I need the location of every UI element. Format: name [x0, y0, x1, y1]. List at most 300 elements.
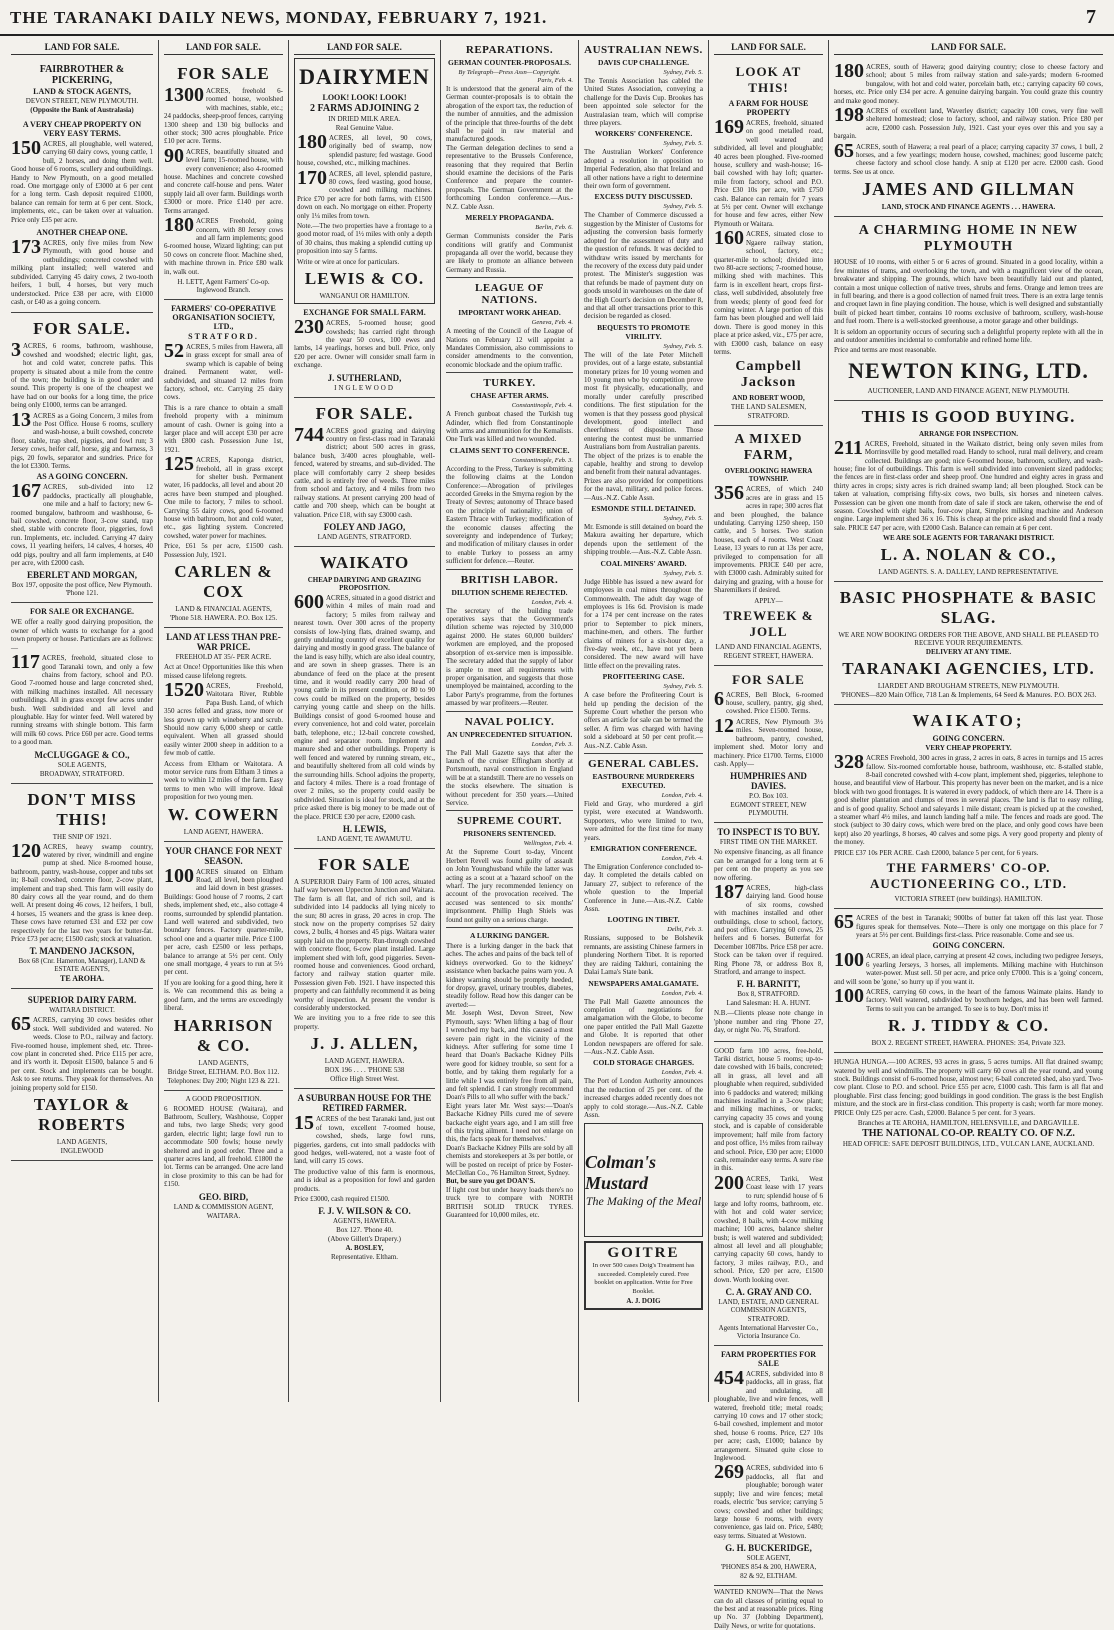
firm-town: STRATFORD. [747, 412, 790, 421]
ad-text: ACRES, of which 240 acres are in grass and 15 acres in rape; 300 acres flat and been ploughed, the balance undulating. Carrying 1250 sheep, 150 cattle, and 5 horses. Two station houses, each of 4 rooms. West Coast Lease, 13 years to run at 13s per acre, privileged to compensation for all improvements. PRICE £40 per acre, with £3000 cash. Admirably suited for dairying and grazing, with a house for Sharemilkers if desired. [714, 485, 823, 595]
article-heading: NAVAL POLICY. [464, 715, 555, 728]
ad-acres: 187 [714, 880, 744, 903]
article-subheading: WORKERS' CONFERENCE. [594, 129, 693, 139]
ad-title: FOR SALE [732, 671, 805, 687]
firm-phone: 82 & 92, ELTHAM. [740, 1572, 797, 1581]
article-text: The Pall Mall Gazette announces the completion of negotiations for amalgamation with the Globe, to become one paper entitled the Pall Mall Gazette and Globe. It is reported that other London newspapers are offered for sale.—Aus.-N.Z. Cable Assn. [584, 997, 703, 1056]
firm-address: BOX 2. REGENT STREET, HAWERA. PHONES: 354, Private 323. [871, 1039, 1066, 1048]
article-subheading: A LURKING DANGER. [470, 931, 549, 941]
firm-town: TE AROHA. [59, 974, 104, 984]
firm-sub: LAND AGENT, TE AWAMUTU. [316, 834, 413, 843]
firm-name: R. J. TIDDY & CO. [887, 1016, 1050, 1036]
firm-note: (Opposite the Bank of Australasia) [30, 106, 134, 114]
article-text: Field and Gray, who murdered a girl typist, were executed at Wandsworth. Supporters, who were limited to two, were admitted for the first time for many years. [584, 800, 703, 842]
firm-name: FOLEY AND JAGO, [323, 522, 406, 532]
article-text: Mr. Esmonde is still detained on board the Makura awaiting her departure, which depends upon the settlement of the shipping trouble.—Aus.-N.Z. Cable Assn. [584, 523, 703, 557]
ad-text: ACRES as a Going Concern, 3 miles from the Post Office. House 6 rooms, scullery and wash-house, a built cowshed, concrete floor, stable, trap shed, pigsties, and fowl run; 3 Jersey cows, heifer calf, horse, gig and harness, 3 pigs, 20 fowls, separator and sundries. Price for the lot £3300. Terms. [11, 411, 153, 470]
ad-subtitle: GOING CONCERN. [932, 734, 1005, 744]
article-text: The Australian Workers' Conference adopted a resolution in opposition to Imperial Federation, also that Ireland and all other nations have a right to determine their own form of government. [584, 148, 703, 191]
ad-text: ACRES, only five miles from New Plymouth, with good house and outbuildings; concreted cowshed with milking plant installed; well watered and subdivided. Carrying 45 dairy cows, 2 two-tooth heifers, 1 bull, 4 horses, but very much understocked. Price £38 per acre, with £1000 cash, or £40 as a going concern. [11, 239, 153, 306]
article-text: Judge Hibble has issued a new award for employees in coal mines throughout the Commonwealth. The adult day wage of employees is 16s 6d. Provision is made for a 174 per cent increase on the rates prior to September to pick miners, machine-men, and others. The further claims of miners for a six-hour day, a five-day week, etc., have not yet been considered. The new award will have little effect on the prevailing rates. [584, 577, 703, 670]
firm-name: JAMES AND GILLMAN [861, 179, 1075, 200]
advert [714, 426, 823, 665]
ad-title: LOOK AT THIS! [735, 64, 802, 95]
article-text: The German delegation declines to send a representative to the Brussels Conference, reasoning that they required that Berlin should examine the decisions of the Paris Conference and prepare the counter-proposals. The German Government at the forthcoming London conference.—Aus.-N.Z. Cable Assn. [446, 143, 573, 211]
firm-name: T. MANDENO JACKSON, [29, 946, 135, 957]
advert [714, 1346, 823, 1586]
ad-text: ACRES, 6 rooms, bathroom, washhouse, cowshed and woodshed; electric light, gas, hot and cold water, concrete paths. This property is situated about a mile from the centre of the town; the building is in good order and sound. This property is one of the cheapest we have had on our books for a long time, the price being only £1000, terms can be arranged. [11, 342, 153, 410]
ad-text: ACRES, subdivided into 8 paddocks, all in grass, flat and undulating, all ploughable, live and wire fences, well watered, freehold title; metal roads; carrying 10 cows and 17 other stock; 6-bail cowshed, implement and motor shed, house 6 rooms. Price, £27 10s per acre; cash, £1000; balance by arrangement. Situated quite close to Inglewood. [714, 1370, 823, 1463]
firm-office: Office High Street West. [330, 1075, 399, 1084]
column-header: LAND FOR SALE. [164, 42, 283, 55]
firm-note: (Above Gillett's Drapery.) [328, 1235, 401, 1244]
advert [294, 1089, 435, 1266]
column-3 [289, 40, 441, 1402]
advert [834, 582, 1103, 705]
ad-text: ACRES, freehold, situated close to good Taranaki town, and only a few chains from factory, school and P.O. Good 7-roomed house and large concreted shed, with milking machines installed. All necessary outbuildings. All in grass except few acres under bush. Well subdivided and all level and ploughable. Hay for winter feed. Well watered by running streams with shingle bottom. This farm will milk 60 cows. Price £60 per acre. Good terms to a good man. [11, 654, 153, 747]
firm-sub: LAND & STOCK AGENTS, [33, 87, 131, 96]
article-text: Russians, supposed to be Bolshevik remnants, are assisting Chinese farmers in plundering Northern Tibet. It is reported they are raiding Takhuri, containing the Dalai Lama's State bank. [584, 934, 703, 977]
article-subheading: LOOTING IN TIBET. [607, 915, 680, 925]
firm-town: STRATFORD. [747, 1315, 790, 1323]
ad-text: Price and terms are most reasonable. [834, 346, 937, 355]
dateline: London, Feb. 4. [661, 989, 703, 997]
ad-text: ACRES, 5 miles from Hawera, all in grass except for small area of swamp which is capable of being drained. Permanent water, well-subdivided, and situated 12 miles from factory, school, etc. Carrying 25 dairy cows. [164, 342, 283, 402]
dateline: Sydney, Feb. 5. [663, 342, 703, 350]
article-subheading: EXCESS DUTY DISCUSSED. [594, 192, 693, 202]
firm-name: L. A. NOLAN & CO., [880, 545, 1057, 565]
ad-acres: 65 [834, 139, 854, 162]
article-text: The Tennis Association has cabled the United States Association, conveying a challenge for the Davis Cup. Brookes has been appointed sole selector for the Australasian team, which will comprise three players. [584, 77, 703, 128]
ad-title: FOR SALE [318, 854, 411, 874]
ad-acres: 117 [11, 651, 40, 674]
advert [714, 1042, 823, 1346]
article-subheading: GERMAN COUNTER-PROPOSALS. [448, 58, 571, 67]
ad-text: Price, £61 5s per acre, £1500 cash. Possession July, 1921. [164, 542, 283, 559]
article-subheading: COAL MINERS' AWARD. [600, 558, 687, 568]
ad-text: ACRES, beautifully situated and level farm; 15-roomed house, with every convenience; also 4-roomed house. Machines and concrete cowshed and concrete calf-house and pens. Water supply laid all over farm. Buildings worth £3000 or more. Price £140 per acre. Terms arranged. [164, 147, 284, 215]
firm-name: HARRISON & CO. [173, 1015, 274, 1055]
ad-text: ACRES, all level, 90 cows, originally bed of swamp, now splendid pasture; fed wastage. Good house, cowshed, etc., milking machines. [297, 134, 432, 168]
firm-name: Campbell Jackson [735, 359, 802, 391]
colmans-slogan: The Making of the Meal [585, 1193, 702, 1208]
ad-subtitle: 2 FARMS ADJOINING 2 [310, 103, 419, 114]
firm-sub: AUCTIONEER, LAND AND FINANCE AGENT, NEW PLYMOUTH. [867, 386, 1070, 395]
dateline: London, Feb. 4. [661, 1069, 703, 1077]
dateline: Wellington, Feb. 4. [523, 840, 573, 848]
firm-address: BROADWAY, STRATFORD. [39, 769, 125, 778]
firm-name: W. COWERN [167, 804, 280, 824]
ad-title: FARM PROPERTIES FOR SALE [720, 1350, 817, 1368]
ad-title: WAIKATO; [912, 711, 1025, 731]
article-heading: LEAGUE OF NATIONS. [475, 282, 544, 307]
advert [714, 666, 823, 824]
article-subheading: MERELY PROPAGANDA. [465, 213, 554, 223]
article-text: The Chamber of Commerce discussed a suggestion by the Minister of Customs for adjusting the conversion basis formerly adopted for the assessment of duty and the question of refunds. It was decided to withdraw writs issued by merchants for the recovery of the excess duty paid under protest. The Minister's suggestion was that refunds be made of payment duty on goods unsold in warehouses on the date of the High Court's decision on December 8, and that all other transactions prior to this decision be regarded as closed. [584, 211, 703, 321]
advert [834, 401, 1103, 582]
firm-box: P.O. Box 103. [748, 792, 789, 801]
ad-title: TO INSPECT IS TO BUY. [717, 827, 820, 838]
ad-text: Price £3000, cash required £1500. [294, 1194, 390, 1203]
ad-acres: 600 [294, 591, 324, 613]
ad-text: ACRES Freehold, going concern, with 80 Jersey cows and all farm implements; good 6-roomed house, Wizard lighting; can put 50 cows on concrete floor. Machine shed, with machine thrown in. Price £80 walk in, walk out. [164, 217, 283, 276]
column-header: LAND FOR SALE. [834, 42, 1103, 55]
dateline: Constantinople, Feb. 3. [511, 456, 573, 464]
ad-acres: 180 [164, 214, 194, 237]
ad-title: DAIRYMEN [299, 64, 430, 89]
firm-name: J. SUTHERLAND, [327, 372, 402, 383]
ad-acres: 12 [714, 714, 734, 737]
byline: By Telegraph—Press Assn—Copyright. [458, 69, 561, 76]
ad-text: ACRES, Tariki, West Coast lease with 17 years to run; splendid house of 6 large and lofty rooms, bathroom, etc. with hot and cold water service; cowshed, 8 bails, with 4-cow milking machine; 100 acres, balance shelter bush; is well watered and subdivided; almost all level and all ploughable; carrying capacity 60 cows, handy to factory, 3 miles railway, P.O., and school. Price, £20 per acre, £1500 down. Worth looking over. [714, 1174, 823, 1284]
article-text: The will of the late Peter Mitchell provides, out of a large estate, substantial monetary prizes for 10 young women and 10 young men who by competition prove most fit physically, educationally, and morally under carefully prescribed conditions. The first stipulation for the women is that they possess good physical development, good intellect and cheerfulness of disposition. Those entering the contest must be unmarried Australians born from Australian parents. [584, 350, 703, 452]
ad-text: ACRES, all level, splendid pasture, 80 cows, feed wasting, good house, cowshed and milking machines. Price £70 per acre for both farms, with £1500 down on each. No mortgage on either. Property only 1¼ miles from town. [297, 169, 432, 220]
firm-name: A. BOSLEY, [345, 1244, 384, 1253]
firm-sub: Land Salesman: H. A. HUNT. [726, 999, 811, 1008]
ad-note: WE ARE SOLE AGENTS FOR TARANAKI DISTRICT. [883, 534, 1054, 543]
ad-text: PRICE £37 10s PER ACRE. Cash £2000, balance 5 per cent, for 6 years. [834, 848, 1039, 857]
advert [11, 989, 153, 1161]
firm-name: THE NATIONAL CO-OP. REALTY CO. OF N.Z. [862, 1128, 1075, 1139]
ad-text: ACRES, New Plymouth 3½ miles. Seven-roomed house, bathroom, pantry, cowshed, implement shed. Motor lorry and machinery. Price £1700. Terms, £1000 cash. Apply— [714, 717, 823, 768]
firm-name: CARLEN & COX [174, 562, 273, 602]
wanted-notice: WANTED KNOWN—That the News can do all classes of printing equal to the best and at reasonable prices. Ring up No. 37 (Jobbing Department), Daily News, or write for quotations. [714, 1588, 823, 1630]
ad-acres: 269 [714, 1461, 744, 1484]
firm-name: TARANAKI AGENCIES, LTD. [842, 659, 1095, 679]
article-text: German Communists consider the Paris conditions will gratify and Communist propaganda all over the world, because they are likely to promote an alliance between Germany and Russia. [446, 232, 573, 274]
ad-acres: 120 [11, 839, 41, 862]
article-subheading: AN UNPRECEDENTED SITUATION. [446, 729, 573, 739]
ad-text: This is a rare chance to obtain a small freehold property with a minimum amount of cash. Owner is going into a larger place and will accept £30 per acre with £800 cash. Possession June 1st, 1921. [164, 403, 283, 454]
dateline: Sydney, Feb. 5. [663, 569, 703, 577]
ad-acres: 198 [834, 104, 864, 127]
ad-text: ACRES, carrying 30 cows besides other stock. Well subdivided and watered. No weeds. Close to P.O., railway and factory. Five-roomed house, implement shed, etc. Three-cow plant in concreted shed. Price £115 per acre, and it's worth it. Deposit £1500, balance 5 and 6 per cent. Stock and implements can be bought. Ask to see returns. They speak for themselves. An joining property sold for £150. [11, 1016, 153, 1092]
ad-subtitle: FREEHOLD AT 35/- PER ACRE. [175, 653, 272, 662]
firm-name: GEO. BIRD, [198, 1191, 249, 1202]
ad-text: WE ARE NOW BOOKING ORDERS FOR THE ABOVE, AND SHALL BE PLEASED TO RECEIVE YOUR REQUIREMENTS. [838, 631, 1099, 648]
firm-town: INGLEWOOD [334, 383, 395, 392]
ad-acres: 52 [164, 339, 184, 362]
ad-text: ACRES, south of Hawera; good dairying country; close to cheese factory and school; about 5 miles from railway station and sale-yards; modern 6-roomed bungalow, with hot and cold water, porcelain bath, etc.; carrying capacity 60 cows, horses, etc. Price only £34 per acre. A genuine dairying bargain. You could graze this country and make good money. [834, 63, 1103, 105]
ad-text: ACRES of excellent land, Waverley district; capacity 100 cows, very fine well sheltered homestead; close to factory, school, and railway station. Price £80 per acre, £2000 cash. Possession July, 1921. Cast your eyes over this and you say a bargain. [834, 107, 1103, 141]
firm-sub: LAND AGENTS. S. A. DALLEY, LAND REPRESENTATIVE. [878, 568, 1059, 577]
firm-phone: 'PHONES—820 Main Office, 718 Lan & Implements, 64 Seed & Manures. P.O. BOX 263. [840, 691, 1097, 700]
firm-sub: SOLE AGENTS, [57, 760, 107, 769]
article-text: A case before the Profiteering Court is held up pending the decision of the Supreme Court whether the person who offers an article for sale can be termed the seller. A firm was charged with having sold a sideboard at 50 per cent profit.—Aus.-N.Z. Cable Assn. [584, 691, 703, 750]
dateline: London, Feb. 4. [531, 598, 573, 606]
ad-town: STRATFORD. [188, 331, 259, 341]
column-5 [579, 40, 709, 1402]
ad-text: ACRES, south of Hawera; a real pearl of a place; carrying capacity 37 cows, 1 bull, 2 horses, and a few yearlings; modern house, cowshed, machines; good luscerne patch; cheese factory and school close handy. A snip at £120 per acre. £2000 cash. Good terms. See us at once. [834, 142, 1103, 176]
ad-acres: 211 [834, 436, 863, 459]
column-header: LAND FOR SALE. [714, 42, 823, 55]
ad-text: N.B.—Clients please note change in 'phone number and ring 'Phone 27, day, or night No. 76, Stratford. [714, 1009, 823, 1035]
page-number: 7 [1086, 6, 1096, 28]
article-subheading: PRISONERS SENTENCED. [463, 829, 556, 839]
firm-address: Box 197, opposite the post office, New Plymouth. 'Phone 121. [11, 581, 153, 598]
article-subheading: NEWSPAPERS AMALGAMATE. [588, 978, 699, 988]
column-6 [709, 40, 829, 1630]
article-text: The Pall Mall Gazette says that after the launch of the cruiser Effingham shortly at Portsmouth, naval construction in England will be at a standstill. There are no vessels on the stocks elsewhere. The situation is without precedent for 350 years.—United Service. [446, 748, 574, 807]
firm-address: VICTORIA STREET (new buildings). HAMILTON. [894, 895, 1043, 904]
ad-text: 6 ROOMED HOUSE (Waitara), and Bathroom, Scullery, Washhouse, Copper and tubs, two large Sheds; very good garden, electric light; large fowl run to accommodate 500 fowls; house newly sheltered and in good order. Three and a quarter acres land, all freehold. £1800 the lot. Terms can be arranged. One acre land in close proximity to this can be had for £150. [164, 1104, 283, 1189]
column-4 [441, 40, 579, 1402]
firm-address: HEAD OFFICE: SAFE DEPOSIT BUILDINGS, LTD., VULCAN LANE, AUCKLAND. [842, 1140, 1095, 1148]
ad-text: ACRES, 5-roomed house; good cowsheds; has carried right through the year 50 cows, 100 ewes and lambs, 14 yearlings, horses and bull. Price, only £20 per acre. Owner will consider small farm in exchange. [294, 319, 435, 370]
ad-acres: 100 [834, 949, 864, 972]
advert [834, 909, 1103, 1053]
dateline: Sydney, Feb. 5. [663, 683, 703, 691]
ad-title: BASIC PHOSPHATE & BASIC SLAG. [839, 588, 1098, 628]
ad-text: We are inviting you to a free ride to see this property. [294, 1014, 435, 1031]
ad-acres: 230 [294, 316, 324, 339]
ad-acres: 1300 [164, 84, 204, 106]
ad-subtitle: VERY CHEAP PROPERTY. [925, 744, 1012, 753]
ad-title: WAIKATO [319, 553, 410, 572]
ad-text: Access from Eltham or Waitotara. A motor service runs from Eltham 3 times a week to within 12 miles of the farm. Easy terms to men who will improve. Ideal proposition for two young men. [164, 759, 283, 802]
ad-text: ACRES, Bell Block, 6-roomed house, scullery, pantry, gig shed, cowshed. Price £1500. Terms. [726, 690, 823, 716]
advert [11, 313, 153, 603]
colmans-logo: Colman's Mustard [585, 1151, 657, 1193]
ad-title: FARMERS' CO-OPERATIVE ORGANISATION SOCIETY, LTD., [171, 303, 276, 331]
firm-address: WANGANUI OR HAMILTON. [319, 292, 410, 301]
ad-title: LAND AT LESS THAN PRE-WAR PRICE. [166, 632, 281, 653]
article-text: Eight years later Mr. West says:—'Doan's Backache Kidney Pills cured me of severe backache eight years ago, and I am still free of this trying ailment. I need not enlarge on this, the facts speak for themselves.' [446, 1101, 573, 1144]
ad-text: ACRES, situated in a good district and within 4 miles of main road and factory; 5 miles from railway and nearest town. Over 300 acres of the property consists of low-lying flats, drained swamp, and gently undulating country of excellent quality for dairying and mostly in good grass. The balance of the land is easy hilly, which are also ideal country, and are sown in sheep grasses. There is an abundance of feed on the place at the present time, and it would readily carry 200 head of young cattle in its present condition, or 80 to 90 cows could be milked on the property, besides carrying young cattle and sheep on the hills. Buildings consist of good 6-roomed house and every convenience, hot and cold water, porcelain bath, telephone, etc.; 12-bail concrete cowshed, engine and separator room. Implement and manure shed and other outbuildings. Property is well fenced and watered by running stream, etc., and beautifully sheltered from all cold winds by the surrounding hills. School adjoins the property, and factory 4 miles. There is a road frontage of over 2 miles, so the property could easily be subdivided. Situation is ideal for stock, and at the price asked there is big money to be made out of the place. PRICE £30 per acre, £2000 cash. [294, 594, 435, 821]
ad-title: A CHARMING HOME IN NEW PLYMOUTH [858, 223, 1079, 255]
advert [294, 58, 435, 304]
ad-title: SUPERIOR DAIRY FARM. [27, 995, 137, 1006]
ad-acres: 15 [294, 1112, 314, 1135]
ad-text: ACRES, situated close to Ngaere railway station, school, factory, etc.; quarter-mile to school; divided into two 80-acre sections; 7-roomed house, milking shed with machines. This farm is in excellent heart, crops first-class, well subdivided, absolutely free from weeds; plenty of good feed for coming winter. A large portion of this farm has been ploughed and well laid down. There is good money in this place at price asked, viz., £75 per acre, with £3000 cash, balance on easy terms. [714, 230, 823, 356]
article-subheading: ESMONDE STILL DETAINED. [591, 504, 696, 514]
ad-acres: 3 [11, 339, 21, 362]
ad-text: ACRES, carrying 60 cows, in the heart of the famous Waimate plains. Handy to factory. Well watered, subdivided by boxthorn hedges, and has been well farmed. Terms to suit you can be arranged. To see is to buy. Don't miss it! [866, 987, 1103, 1013]
ad-heading: ANOTHER CHEAP ONE. [36, 228, 128, 238]
masthead [0, 0, 1114, 36]
firm-address: DEVON STREET, NEW PLYMOUTH. [25, 97, 139, 105]
firm-sub: LAND, STOCK AND FINANCE AGENTS . . . HAWERA. [881, 203, 1056, 212]
goitre-advert [584, 1241, 703, 1310]
ad-acres: 6 [714, 687, 724, 710]
goitre-text: In over 500 cases Doig's Treatment has succeeded. Completely cured. Free booklet on application. Write for Free Booklet. [592, 1262, 695, 1295]
firm-sub: LAND AGENT, HAWERA. [183, 827, 264, 836]
ad-text: ACRES situated on Eltham Road, all level, been ploughed and laid down in best grasses. Buildings: Good house of 7 rooms, 2 cart sheds, implement shed, etc., also cottage 4 rooms, surrounded by splendid plantation. Land well watered and subdivided, two boundary fences. Factory quarter-mile, school one and a quarter mile. Price £100 per acre, cash £2500 or less perhaps, balance to arrange at 5½ per cent. Only one small mortgage, 4 years to run at 5½ per cent. [164, 867, 283, 977]
article-subheading: CLAIMS SENT TO CONFERENCE. [449, 445, 570, 455]
firm-phone: 'PHONES 854 & 200, HAWERA, [720, 1563, 817, 1572]
firm-sub: LAND & FINANCIAL AGENTS, [175, 605, 272, 614]
ad-acres: 200 [714, 1171, 744, 1194]
firm-name: HUMPHRIES AND DAVIES. [730, 771, 807, 792]
ad-acres: 100 [834, 984, 864, 1007]
ad-acres: 173 [11, 236, 41, 259]
firm-name: LEWIS & CO. [304, 269, 425, 289]
ad-acres: 180 [834, 60, 864, 82]
ad-acres: 169 [714, 116, 744, 138]
advert [294, 398, 435, 547]
article-text: At the Supreme Court to-day, Vincent Herbert Revell was found guilty of assault on John Younghusband while the latter was acting as a scout at a 'hazard school' on the wharf. The jury recommended leniency on account of the provocation received. The accused was sentenced to six months' imprisonment. Phillip Hugh Shiels was found not guilty on a serious charge. [446, 848, 573, 924]
ad-text: HOUSE of 10 rooms, with either 5 or 6 acres of ground. Situated in a good locality, within a few minutes of trams, and overlooking the town, and with a magnificent view of the ocean, breakwater and shipping. The grounds, which have been beautifully laid out and planted, contain a most unique collection of native trees, shrubs and ferns. Orange and lemon trees are in full bearing, and there is a good collection of named fruit trees. There is an extra large tennis and croquet lawn in fine playing condition. The house, which is well designed and substantially built of picked heart timber, contains 10 rooms exclusive of bathroom, scullery, wash-house and fuel room. There is a well-stocked greenhouse, a motor garage and other buildings. [834, 258, 1103, 326]
ad-text: ACRES, freehold, situated on good metalled road, well watered and subdivided, all level and ploughable; 40 acres been ploughed. Five-roomed house, scullery and wash-house; 16-bail cowshed with hay loft; quarter-mile from factory, school and P.O. Price £30 10s per acre, with £750 cash. Balance can remain for 7 years at 5½ per cent. Owner will exchange for house and few acres, either New Plymouth or Waitara. [714, 119, 823, 228]
ad-text: ACRES of the best in Taranaki; 900lbs of butter fat taken off this last year. Those figures speak for themselves. Note—There is only one mortgage on this place for 7 years at 5½ per cent. Buildings first-class. Price reasonable. Come and see us. [856, 914, 1103, 939]
firm-name: THE FARMERS' CO-OP. AUCTIONEERING CO., LTD. [870, 860, 1067, 892]
ad-text: Act at Once! Opportunities like this when missed cause lifelong regrets. [164, 663, 283, 680]
advert [164, 628, 283, 842]
advert [294, 547, 435, 849]
article-subheading: PROFITEERING CASE. [602, 672, 685, 682]
column-7 [829, 40, 1108, 1402]
ad-text: ACRES, subdivided into 6 paddocks, all flat and ploughable; borough water supply; live and wire fences; metal roads, electric 'bus service; carrying 5 cows; cowshed and other buildings; large house 6 rooms, with every convenience, gas laid on. Price, £480; easy terms. Situated at Westown. [714, 1464, 823, 1540]
ad-text: ACRES, freehold 6-roomed house, woolshed with machines, stable, etc.; 24 paddocks, sheep-proof fences, carrying 1300 sheep and 130 big bullocks and other stock; 300 acres ploughable. Price £10 per acre. Terms. [164, 87, 283, 146]
article-text: A French gunboat chased the Turkish tug Adinder, which fled from Constantinople with arms and ammunition for the Kemalists. One Turk was killed and two wounded. [446, 410, 573, 444]
article-text: The Emigration Conference concluded to-day. It completed the details cabled on January 27, subject to reference of the whole question to the Imperial Conference in June.—Aus.-N.Z. Cable Assn. [584, 863, 703, 914]
advert [834, 705, 1103, 909]
ad-acres: 90 [164, 144, 184, 167]
article-heading: AUSTRALIAN NEWS. [584, 44, 703, 56]
article-heading: BRITISH LABOR. [460, 573, 559, 586]
firm-name: TAYLOR & ROBERTS [33, 1095, 131, 1135]
firm-sub: Representative. Eltham. [330, 1253, 399, 1262]
ad-subtitle: ARRANGE FOR INSPECTION. [919, 429, 1018, 438]
article-text: But, be sure you get DOAN'S. [446, 1177, 536, 1186]
ad-subtitle: Real Genuine Value. [335, 124, 394, 132]
firm-address: Bridge Street, ELTHAM. P.O. Box 112. [167, 1067, 280, 1076]
column-header: LAND FOR SALE. [11, 42, 153, 55]
advert [164, 842, 283, 1091]
ad-apply: APPLY— [754, 596, 783, 605]
ad-text: GOOD farm 100 acres, free-hold, Tariki district, house 5 rooms; up-to-date cowshed with 16 bails, concreted; all in grass, all level and all ploughable when required, subdivided into 6 paddocks and watered; milking machines installed in a 3-cow plant; and milking machines, or tracks; carrying capacity 35 cows and young stock, and is capable of considerable improvement; half mile from factory and post office, 1½ miles from railway and school. Price, £30 per acre; £1000 cash, remainder easy terms. A sure rise in this. [714, 1046, 823, 1173]
dateline: Sydney, Feb. 5. [663, 140, 703, 148]
ad-acres: 65 [11, 1013, 31, 1036]
ad-acres: 744 [294, 423, 324, 446]
firm-name: F. J. V. WILSON & CO. [318, 1206, 411, 1217]
columns [6, 40, 1108, 1630]
ad-text: The productive value of this farm is enormous, and is ideal as a proposition for fowl and garden products. [294, 1167, 435, 1193]
advert [164, 58, 283, 300]
ad-title: FOR SALE [177, 64, 270, 83]
ad-title: EXCHANGE FOR SMALL FARM. [303, 308, 426, 318]
article-text: There is a lurking danger in the back that aches. The aches and pains of the back tell of kidneys overworked. Go to the kidneys' assistance when backache pains warn you. A kidney warning should be promptly heeded, for dropsy, gravel, urinary troubles, diabetes, steadily follow. Read how this danger can be averted:— [446, 942, 573, 1009]
ad-acres: 328 [834, 751, 864, 774]
advert [714, 58, 823, 426]
article-text: According to the Press, Turkey is submitting the following claims at the London Conference:—Abrogation of privileges accorded Greeks in the Smyrna region by the Treaty of Sevres; autonomy of Thrace based on the principle of nationality; union of Eastern Thrace with Turkey; modification of the economic clauses affecting the sovereignty and independence of Turkey; and modification of military clauses in order to enable Turkey to possess an army sufficient for defence.—Reuter. [446, 464, 573, 566]
ad-text: Note.—The two properties have a frontage to a good motor road, of 1½ miles with only a depth of 30 chains, thus making a splendid cutting up proposition into say 5 farms. [297, 222, 432, 256]
ad-subtitle: THE SNIP OF 1921. [52, 832, 112, 841]
ad-acres: 167 [11, 480, 41, 503]
advert [714, 823, 823, 1041]
ad-title: A MIXED FARM, [734, 432, 803, 464]
firm-name: NEWTON KING, LTD. [848, 357, 1089, 383]
article-subheading: DAVIS CUP CHALLENGE. [598, 58, 689, 67]
firm-box: Box 8, STRATFORD. [737, 990, 800, 999]
firm-address: EGMONT STREET, NEW PLYMOUTH. [730, 801, 807, 818]
article-subheading: COLD STORAGE CHARGES. [593, 1058, 694, 1068]
ad-text: ACRES Freehold, 300 acres in grass, 2 acres in oats, 8 acres in turnips and 15 acres fallow. Six-roomed comfortable house, bathroom, washhouse, etc. 8-stalled stable, 8-bail concreted cowshed with 4-cow plant, implement shed, piggeries, telephone to house, and beautiful view of Harbour. This property has never been on the market, and is a nice block with two good frontages. It is watered in every paddock, of which there are 14. There is a good shelter plantation and clumps of trees in several places. The land is flat to easy rolling, and is of good quality. School and saleyards 1 mile distant; cream is picked up at the cowshed, a steamer wharf 4½ miles, and launch landing half a mile. The fences and roads are good. The stock (subject to 30 dairy cows, which were bred on the place, and only good cows have been kept) also 20 yearlings, 8 horses, 40 calves and some pigs. A very good property and plenty of the money. [834, 754, 1103, 847]
ad-text: A SUPERIOR Dairy Farm of 100 acres, situated half way between Uppecton Junction and Waitara. The farm is all flat, and of rich soil, and is subdivided into 14 paddocks all lying nicely to the sun; 80 acres in grass, 20 acres in crop. The stock now on the property comprises 52 dairy cows, 2 bulls, 4 horses and 45 pigs. Waitara water supply laid on the property. Run-through cowshed with concrete floor, 6-cow plant installed. Large implement shed with loft, good piggeries. Seven-roomed house and conveniences. Good orchard, factory and railway station quarter mile. Possession given Feb. 1921. I have inspected this property and can faithfully recommend it as being worthy of inspection. At present the vendor is considerably understocked. [294, 877, 435, 1013]
firm-sub: SOLE AGENT, [746, 1554, 791, 1563]
firm-address: REGENT STREET, HAWERA. [723, 651, 814, 660]
ad-subtitle: GOING CONCERN. [932, 941, 1005, 951]
firm-name: G. H. BUCKERIDGE, [725, 1543, 812, 1554]
ad-heading: A VERY CHEAP PROPERTY ON VERY EASY TERMS. [22, 120, 142, 138]
firm-name: EBERLET AND MORGAN, [26, 570, 138, 581]
article-heading: SUPREME COURT. [457, 815, 562, 828]
ad-text: HUNGA HUNGA.—100 ACRES, 93 acres in grass, 5 acres turnips. All flat drained swamp; watered by well and windmills. The property will carry 60 cows all the year round, and young stock. Buildings consist of 6-roomed house, almost new; 6-bail concreted shed, also yard. Two-cow plant. Close to P.O. and school. Price £55 per acre, £1000 cash. This farm is all flat and ploughable. First class fencing; good buildings in good condition. The grass is the best English mixture, and the stock are in first-class condition. This property is cash; worth far more money. PRICE Only £25 per acre. Cash, £2000. Balance 5 per cent. for 3 years. [834, 1058, 1103, 1117]
firm-name: H. LEWIS, [342, 823, 387, 834]
firm-address: Box 68 (Cnr. Hamerton, Manager), LAND & ESTATE AGENTS, [18, 957, 146, 974]
firm-sub: LAND, ESTATE, AND GENERAL COMMISSION AGENTS, [718, 1298, 819, 1314]
goitre-title: GOITRE [607, 1245, 680, 1262]
ad-acres: 1520 [164, 678, 204, 701]
ad-title: THIS IS GOOD BUYING. [861, 406, 1076, 426]
dateline: London, Feb. 3. [531, 740, 573, 748]
advert [11, 58, 153, 313]
firm-address: Box 127. 'Phone 40. [336, 1226, 393, 1235]
ad-subtitle: LOOK! LOOK! LOOK! [322, 93, 407, 102]
ad-text: If you are looking for a good thing, here it is. We can recommend this as being a good farm, and the terms are exceedingly liberal. [164, 978, 283, 1013]
advert [834, 217, 1103, 400]
dateline: London, Feb. 4. [661, 792, 703, 799]
firm-town: WAITARA. [206, 1211, 241, 1220]
ad-text: Write or wire at once for particulars. [297, 257, 400, 266]
ad-acres: 13 [11, 408, 31, 431]
firm-name: TREWEEK & JOLL [723, 607, 814, 639]
firm-note: Agents International Harvester Co., Victoria Insurance Co. [718, 1324, 819, 1340]
advert [164, 1091, 283, 1225]
ad-acres: 454 [714, 1367, 744, 1389]
ad-text: ACRES, Freehold, Waitotara River, Rubble Papa Bush. Land, of which 350 acres felled and grass, now more or less grown up with wineberry and scrub. Should now carry 6,000 sheep or cattle equivalent. When all grassed should easily winter 2000 sheep in addition to a few mob of cattle. [164, 681, 283, 758]
ad-acres: 65 [834, 911, 854, 934]
firm-sub: LAND AGENTS, STRATFORD. [317, 533, 412, 541]
advert [294, 304, 435, 397]
firm-name: McCLUGGAGE & CO., [34, 749, 130, 760]
ad-text: ACRES, Kaponga district, freehold, all in grass except for shelter bush. Permanent water, 16 paddocks, all level and about 20 acres have been stumped and ploughed. One mile to factory, 7 miles to school. Carrying 55 dairy cows, good 6-roomed house with bathroom, hot and cold water, etc., gas lighting system. Concreted cowshed, water power for machines. [164, 456, 283, 540]
firm-name: J. J. ALLEN, [310, 1034, 419, 1054]
ad-subtitle: OVERLOOKING HAWERA TOWNSHIP. [724, 467, 813, 484]
firm-address: BOX 196 . . . . 'PHONE 538 [324, 1066, 405, 1075]
dateline: Sydney, Feb. 5. [663, 515, 703, 523]
colmans-advert [584, 1123, 703, 1237]
article-text: A meeting of the Council of the League of Nations on February 12 will appoint a Mandates Commission, also commissions to consider amendments to the convention, economic blockade and the opium traffic. [446, 327, 573, 369]
article-subheading: EASTBOURNE MURDERERS EXECUTED. [592, 772, 695, 790]
ad-heading: FOR SALE OR EXCHANGE. [29, 607, 134, 617]
advert [834, 58, 1103, 217]
ad-text: No expensive financing, as all finance can be arranged for a long term at 6 per cent on the property as you see now offering. [714, 848, 823, 882]
ad-subtitle: FIRST TIME ON THE MARKET. [719, 838, 818, 847]
firm-sub: THE LAND SALESMEN, [730, 403, 807, 412]
ad-title: A SUBURBAN HOUSE FOR THE RETIRED FARMER. [297, 1093, 432, 1114]
firm-sub: LAND AGENT, HAWERA. [324, 1057, 405, 1066]
article-subheading: EMIGRATION CONFERENCE. [590, 844, 697, 854]
ad-acres: 160 [714, 227, 744, 250]
ad-subtitle: WAITARA DISTRICT. [49, 1006, 115, 1015]
article-text: The object of the prizes is to enable the capable, healthy and strong to develop and benefit from their natural advantages. [584, 451, 703, 477]
article-subheading: CHASE AFTER ARMS. [470, 391, 549, 401]
article-heading: REPARATIONS. [465, 44, 554, 56]
firm-sub: LAND AND FINANCIAL AGENTS, [715, 642, 822, 651]
firm-sub: LAND & COMMISSION AGENT, [173, 1202, 274, 1211]
ad-acres: 356 [714, 482, 744, 505]
ad-title: FOR SALE. [33, 319, 131, 339]
advert [164, 300, 283, 628]
advert [834, 1053, 1103, 1153]
article-text: Mr. Joseph West, Devon Street, New Plymouth, says: 'When lifting a bag of flour I wrenched my back, and this caused a most severe pain right in the vicinity of the kidneys. After suffering for some time I heard that Doan's Backache Kidney Pills were good for kidney trouble, so sent for a bottle, and by taking them regularly for a little while I was entirely free from all pain, and felt splendid. I can strongly recommend Doan's Pills to all who suffer with the back.' [446, 1009, 573, 1102]
advert [294, 849, 435, 1089]
ad-subtitle: A FARM FOR HOUSE PROPERTY [728, 99, 809, 117]
firm-sub: LAND AGENTS, [56, 1138, 108, 1147]
advert [11, 784, 153, 990]
ad-subtitle: A GOOD PROPOSITION. [185, 1094, 262, 1103]
